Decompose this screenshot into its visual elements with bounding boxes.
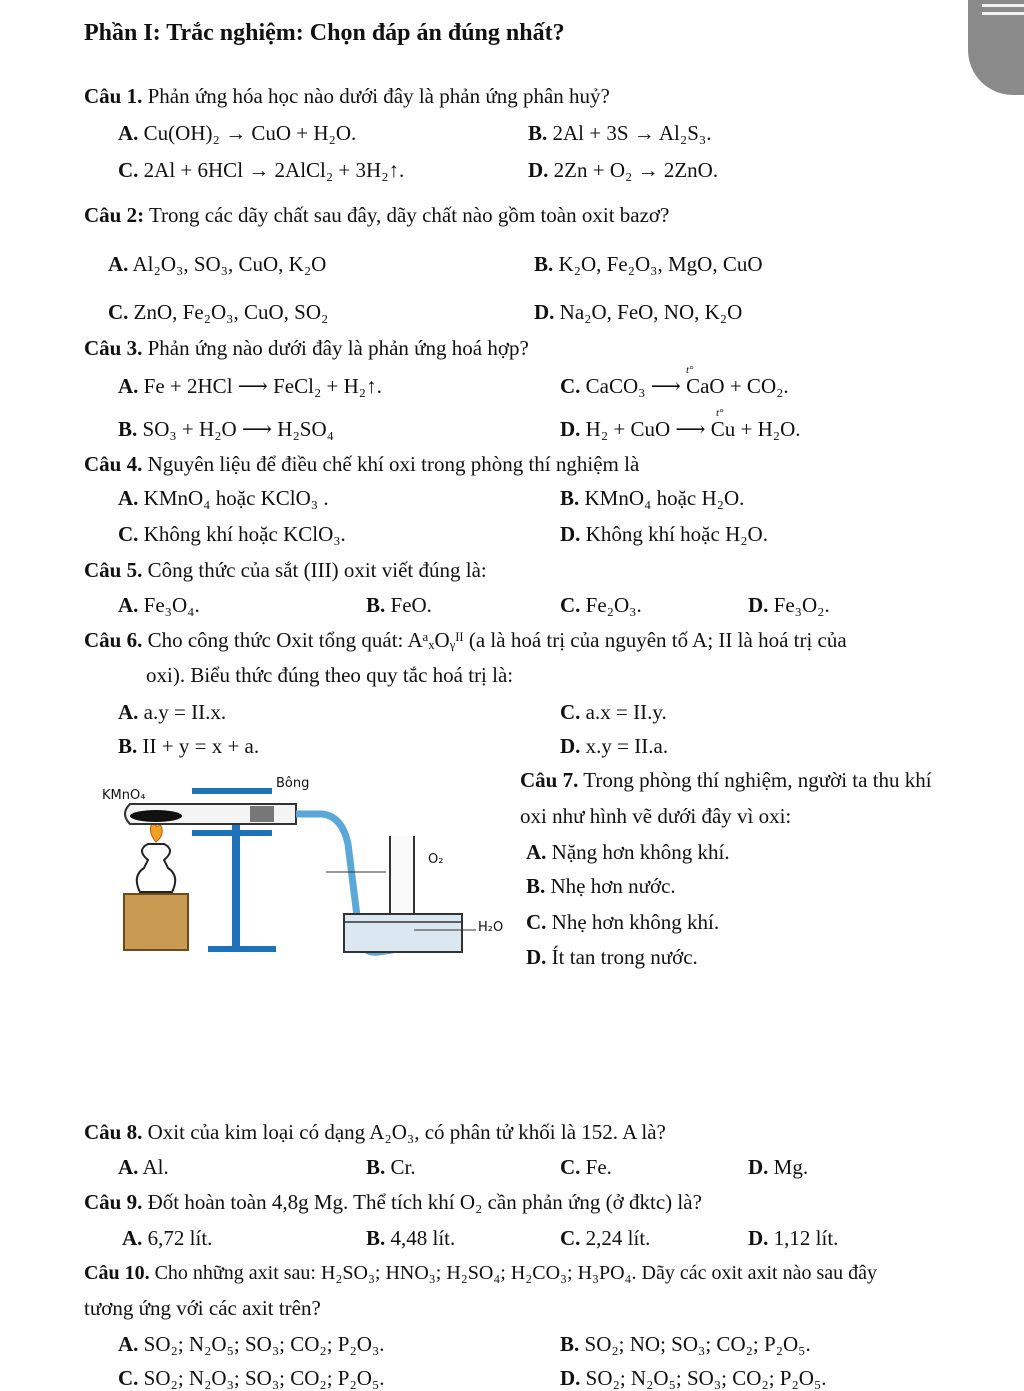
q6-option-d[interactable]: D. x.y = II.a.	[560, 734, 669, 758]
q7-option-c[interactable]: C. Nhẹ hơn không khí.	[526, 910, 720, 934]
q10-option-a[interactable]: A. SO₂; N₂O₅; SO₃; CO₂; P₂O₃.	[118, 1332, 385, 1356]
q3-option-d[interactable]: D. H₂ + CuO ⟶ Cu + H₂O.	[560, 417, 801, 441]
question-6: Câu 6. Cho công thức Oxit tổng quát: AᵃₓOᵧᴵᴵ (a là hoá trị của nguyên tố A; II là hoá trị của	[84, 628, 847, 652]
q9-option-d[interactable]: D. 1,12 lít.	[748, 1226, 839, 1250]
question-10: Câu 10. Cho những axit sau: H₂SO₃; HNO₃; H₂SO₄; H₂CO₃; H₃PO₄. Dãy các oxit axit nào sau đây	[84, 1262, 877, 1284]
q4-option-d[interactable]: D. Không khí hoặc H₂O.	[560, 522, 768, 546]
q10-option-b[interactable]: B. SO₂; NO; SO₃; CO₂; P₂O₅.	[560, 1332, 811, 1356]
q6-option-c[interactable]: C. a.x = II.y.	[560, 700, 667, 724]
question-8: Câu 8. Oxit của kim loại có dạng A₂O₃, có phân tử khối là 152. A là?	[84, 1120, 666, 1144]
page-title: Phần I: Trắc nghiệm: Chọn đáp án đúng nhất?	[84, 20, 565, 46]
wooden-block	[124, 894, 188, 950]
q8-option-c[interactable]: C. Fe.	[560, 1155, 612, 1179]
q5-option-c[interactable]: C. Fe₂O₃.	[560, 593, 642, 617]
alcohol-lamp	[137, 844, 175, 892]
q8-option-b[interactable]: B. Cr.	[366, 1155, 416, 1179]
q5-option-d[interactable]: D. Fe₃O₂.	[748, 593, 830, 617]
stand-clamp	[192, 788, 272, 794]
q1-option-b[interactable]: B. 2Al + 3S → Al₂S₃.	[528, 121, 712, 145]
question-9: Câu 9. Đốt hoàn toàn 4,8g Mg. Thể tích khí O₂ cần phản ứng (ở đktc) là?	[84, 1190, 702, 1214]
kmno4-sample	[130, 810, 182, 822]
q8-option-a[interactable]: A. Al.	[118, 1155, 169, 1179]
stand-clamp	[192, 830, 272, 836]
question-5: Câu 5. Công thức của sắt (III) oxit viết đúng là:	[84, 558, 487, 582]
question-7: Câu 7. Trong phòng thí nghiệm, người ta thu khí	[520, 768, 932, 792]
q1-option-d[interactable]: D. 2Zn + O₂ → 2ZnO.	[528, 158, 719, 182]
q8-option-d[interactable]: D. Mg.	[748, 1155, 809, 1179]
figure-label-o2: O₂	[428, 852, 444, 867]
figure-label-kmno4: KMnO₄	[102, 788, 146, 803]
q10-option-c[interactable]: C. SO₂; N₂O₃; SO₃; CO₂; P₂O₅.	[118, 1366, 385, 1390]
q5-option-a[interactable]: A. Fe₃O₄.	[118, 593, 200, 617]
q2-option-c[interactable]: C. ZnO, Fe₂O₃, CuO, SO₂	[108, 300, 329, 324]
q6-option-a[interactable]: A. a.y = II.x.	[118, 700, 227, 724]
cotton-plug	[250, 806, 274, 822]
water-trough	[344, 914, 462, 952]
q2-option-d[interactable]: D. Na₂O, FeO, NO, K₂O	[534, 300, 743, 324]
q1-option-a[interactable]: A. Cu(OH)₂ → CuO + H₂O.	[118, 121, 357, 145]
q9-option-b[interactable]: B. 4,48 lít.	[366, 1226, 456, 1250]
question-1: Câu 1. Phản ứng hóa học nào dưới đây là phản ứng phân huỷ?	[84, 84, 610, 108]
stand-base	[208, 946, 276, 952]
menu-icon-line[interactable]	[982, 4, 1024, 7]
figure-label-bong: Bông	[276, 776, 310, 791]
q3-option-c[interactable]: C. CaCO₃ ⟶ CaO + CO₂.	[560, 374, 789, 398]
question-10-cont: tương ứng với các axit trên?	[84, 1296, 321, 1320]
heat-label: t°	[716, 407, 724, 419]
q7-option-a[interactable]: A. Nặng hơn không khí.	[526, 840, 730, 864]
q6-option-b[interactable]: B. II + y = x + a.	[118, 734, 260, 758]
question-4: Câu 4. Nguyên liệu để điều chế khí oxi trong phòng thí nghiệm là	[84, 452, 640, 476]
q3-option-a[interactable]: A. Fe + 2HCl ⟶ FeCl₂ + H₂↑.	[118, 374, 382, 398]
q2-option-b[interactable]: B. K₂O, Fe₂O₃, MgO, CuO	[534, 252, 763, 276]
heat-label: t°	[686, 364, 694, 376]
q2-option-a[interactable]: A. Al₂O₃, SO₃, CuO, K₂O	[108, 252, 327, 276]
figure-label-h2o: H₂O	[478, 920, 504, 935]
q4-option-b[interactable]: B. KMnO₄ hoặc H₂O.	[560, 486, 745, 510]
question-6-cont: oxi). Biểu thức đúng theo quy tắc hoá trị là:	[146, 663, 514, 687]
oxygen-collection-figure	[96, 764, 516, 964]
q4-option-c[interactable]: C. Không khí hoặc KClO₃.	[118, 522, 346, 546]
q7-option-d[interactable]: D. Ít tan trong nước.	[526, 945, 698, 969]
q9-option-c[interactable]: C. 2,24 lít.	[560, 1226, 651, 1250]
stand-rod	[232, 804, 240, 952]
q5-option-b[interactable]: B. FeO.	[366, 593, 432, 617]
question-3: Câu 3. Phản ứng nào dưới đây là phản ứng hoá hợp?	[84, 336, 529, 360]
question-7-cont: oxi như hình vẽ dưới đây vì oxi:	[520, 804, 792, 828]
q1-option-c[interactable]: C. 2Al + 6HCl → 2AlCl₂ + 3H₂↑.	[118, 158, 405, 182]
q4-option-a[interactable]: A. KMnO₄ hoặc KClO₃ .	[118, 486, 329, 510]
q3-option-b[interactable]: B. SO₃ + H₂O ⟶ H₂SO₄	[118, 417, 334, 441]
q10-option-d[interactable]: D. SO₂; N₂O₅; SO₃; CO₂; P₂O₅.	[560, 1366, 827, 1390]
menu-icon-line[interactable]	[982, 12, 1024, 15]
question-2: Câu 2: Trong các dãy chất sau đây, dãy chất nào gồm toàn oxit bazơ?	[84, 203, 670, 227]
q7-option-b[interactable]: B. Nhẹ hơn nước.	[526, 874, 676, 898]
q9-option-a[interactable]: A. 6,72 lít.	[122, 1226, 213, 1250]
